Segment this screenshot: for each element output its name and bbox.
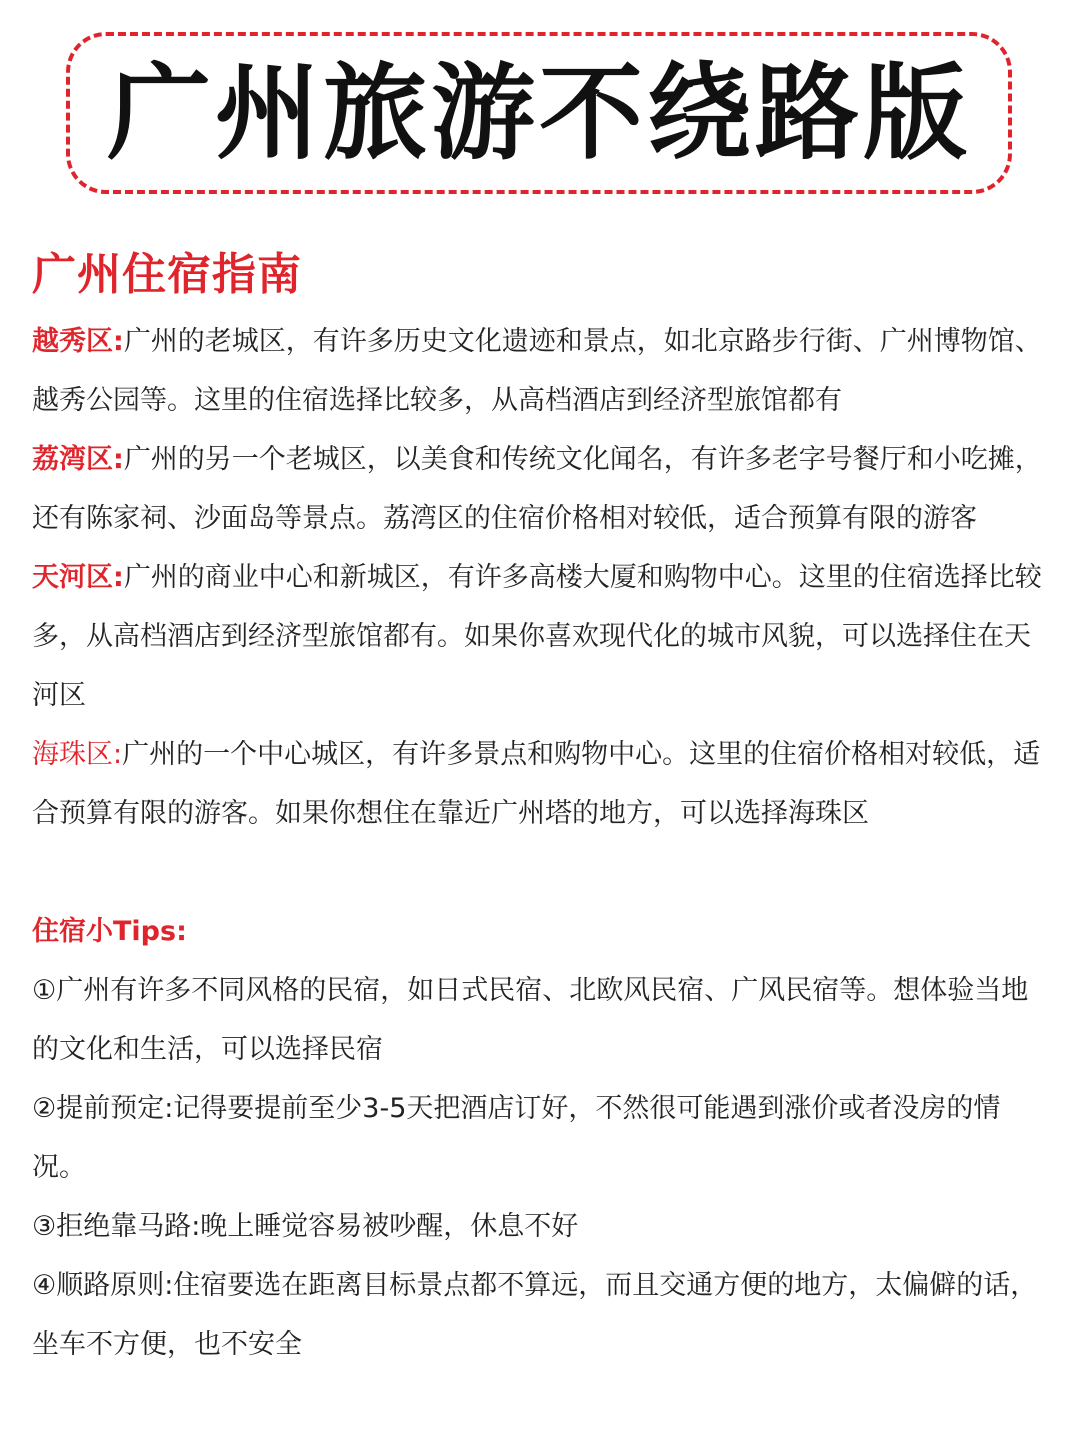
district-label: 海珠区: <box>32 739 123 770</box>
content-body <box>32 312 1048 1374</box>
district-label: 荔湾区: <box>32 444 124 475</box>
tips-heading: 住宿小Tips: <box>32 916 187 947</box>
tip-item: ①广州有许多不同风格的民宿，如日式民宿、北欧风民宿、广风民宿等。想体验当地的文化和生活，可以选择民宿 <box>32 975 1029 1065</box>
district-paragraph-tianhe <box>32 548 1048 725</box>
district-label: 天河区: <box>32 562 124 593</box>
district-text: 广州的另一个老城区，以美食和传统文化闻名，有许多老字号餐厅和小吃摊，还有陈家祠、沙面岛等景点。荔湾区的住宿价格相对较低，适合预算有限的游客 <box>32 444 1042 534</box>
district-label: 越秀区: <box>32 326 124 357</box>
tip-item: ②提前预定:记得要提前至少3-5天把酒店订好，不然很可能遇到涨价或者没房的情况。 <box>32 1093 1001 1183</box>
tip-item: ④顺路原则:住宿要选在距离目标景点都不算远，而且交通方便的地方，太偏僻的话，坐车不方便，也不安全 <box>32 1270 1038 1360</box>
district-text: 广州的老城区，有许多历史文化遗迹和景点，如北京路步行街、广州博物馆、越秀公园等。这里的住宿选择比较多，从高档酒店到经济型旅馆都有 <box>32 326 1042 416</box>
district-paragraph-yuexiu <box>32 312 1048 430</box>
page-title: 广州旅游不绕路版 <box>106 51 971 174</box>
title-banner <box>66 32 1012 194</box>
district-text: 广州的商业中心和新城区，有许多高楼大厦和购物中心。这里的住宿选择比较多，从高档酒店到经济型旅馆都有。如果你喜欢现代化的城市风貌，可以选择住在天河区 <box>32 562 1042 711</box>
district-paragraph-haizhu <box>32 725 1048 843</box>
district-paragraph-liwan <box>32 430 1048 548</box>
tip-item: ③拒绝靠马路:晚上睡觉容易被吵醒，休息不好 <box>32 1211 579 1242</box>
district-text: 广州的一个中心城区，有许多景点和购物中心。这里的住宿价格相对较低，适合预算有限的游客。如果你想住在靠近广州塔的地方，可以选择海珠区 <box>32 739 1041 829</box>
section-heading: 广州住宿指南 <box>32 249 302 300</box>
